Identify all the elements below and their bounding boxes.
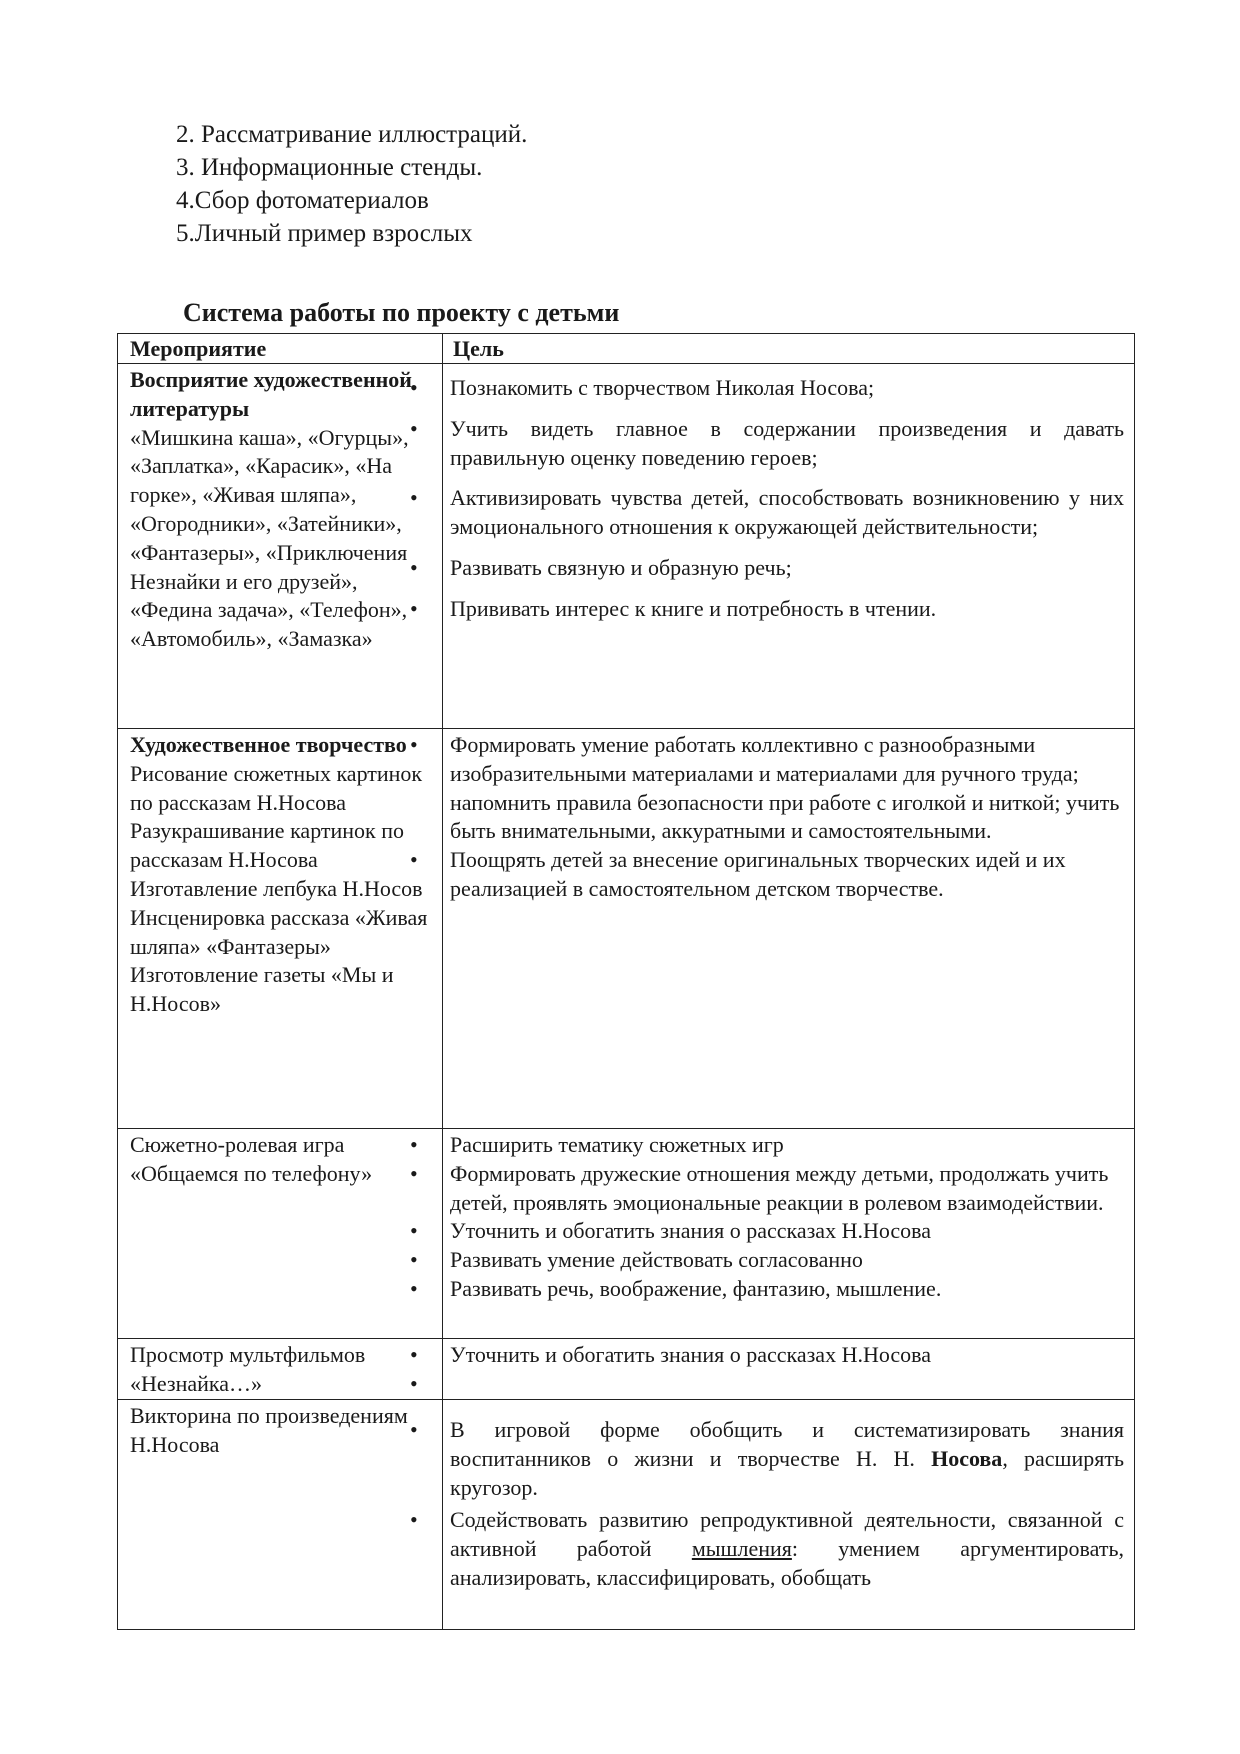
goal-item: • Формировать дружеские отношения между детьми, продолжать учить детей, проявлять эмоциональные реакции в ролевом взаимодействии.: [410, 1160, 1109, 1215]
goal-list: [410, 1341, 1124, 1399]
table-row: [118, 1400, 1135, 1630]
bullet-icon: •: [410, 375, 418, 400]
table-row: [118, 1339, 1135, 1400]
goal-list: [410, 1131, 1124, 1304]
header-event: Мероприятие: [118, 334, 443, 364]
event-line: Инсценировка рассказа «Живая шляпа» «Фантазеры»: [130, 904, 428, 959]
bullet-icon: •: [410, 415, 418, 441]
intro-list: [176, 118, 527, 250]
goal-item: • Формировать умение работать коллективно с разнообразными изобразительными материалами и материалами для ручного труда; напомнить правила безопасности при работе с иголкой и ниткой; учить быть внимательными, аккуратными и самостоятельными.: [410, 732, 1120, 844]
goal-item: • Прививать интерес к книге и потребность в чтении.: [38, 595, 1124, 624]
goal-cell: [410, 1339, 1135, 1400]
intro-list-item: 2. Рассматривание иллюстраций.: [176, 121, 528, 148]
event-line: Изготавление лепбука Н.Носов: [130, 875, 423, 901]
goal-item: • Активизировать чувства детей, способствовать возникновению у них эмоционального отношения к окружающей действительности;: [410, 485, 1124, 540]
bullet-icon: •: [410, 1132, 418, 1157]
project-work-table: [117, 333, 1135, 1630]
bullet-icon: •: [410, 1275, 418, 1301]
goal-item: • Уточнить и обогатить знания о рассказах Н.Носова: [38, 1217, 1124, 1246]
goal-item: [38, 1370, 1124, 1399]
table-row: [118, 364, 1135, 729]
table-row: [118, 1129, 1135, 1339]
goal-item: • Развивать речь, воображение, фантазию, мышление.: [38, 1275, 1124, 1304]
bullet-icon: •: [410, 1417, 418, 1442]
event-text: Просмотр мультфильмов «Незнайка…»: [130, 1342, 366, 1396]
event-text: «Мишкина каша», «Огурцы», «Заплатка», «Карасик», «На горке», «Живая шляпа», «Огородники», «Затейники», «Фантазеры», «Приключения Незнайки и его друзей», «Федина задача», «Телефон», «Автомобиль», «Замазка»: [130, 424, 409, 652]
event-heading: Восприятие художественной литературы: [130, 367, 412, 421]
bullet-icon: •: [410, 847, 418, 873]
goal-item: • Содействовать развитию репродуктивной деятельности, связанной с активной работой мышления: умением аргументировать, анализировать, классифицировать, обобщать: [410, 1507, 1124, 1590]
bullet-icon: •: [410, 554, 418, 580]
event-text: Викторина по произведениям Н.Носова: [130, 1403, 408, 1457]
bullet-icon: •: [410, 1342, 418, 1367]
bullet-icon: •: [410, 1160, 418, 1186]
event-line: Рисование сюжетных картинок по рассказам Н.Носова: [130, 760, 423, 815]
table-header-row: [118, 334, 1135, 364]
event-heading: Художественное творчество: [130, 732, 407, 757]
intro-list-item: 4.Сбор фотоматериалов: [176, 187, 429, 214]
goal-cell: [410, 1129, 1135, 1339]
event-text: Сюжетно-ролевая игра «Общаемся по телефону»: [130, 1132, 373, 1186]
event-line: Изготовление газеты «Мы и Н.Носов»: [130, 962, 394, 1017]
goal-cell: [410, 364, 1135, 729]
goal-cell: [410, 729, 1135, 1129]
bullet-icon: •: [410, 732, 418, 757]
goal-list: [410, 1416, 1124, 1593]
goal-item: • В игровой форме обобщить и систематизировать знания воспитанников о жизни и творчестве Н. Н. Носова, расширять кругозор.: [410, 1417, 1124, 1500]
intro-list-item: 3. Информационные стенды.: [176, 154, 483, 181]
intro-list-item: 5.Личный пример взрослых: [176, 220, 473, 247]
goal-item: • Уточнить и обогатить знания о рассказах Н.Носова: [38, 1341, 1124, 1370]
goal-item: • Развивать умение действовать согласованно: [38, 1246, 1124, 1275]
table-row: [118, 729, 1135, 1129]
bullet-icon: •: [410, 1507, 418, 1533]
bullet-icon: •: [410, 1247, 418, 1273]
goal-item: • Познакомить с творчеством Николая Носова;: [38, 374, 1124, 403]
bullet-icon: •: [410, 1218, 418, 1244]
section-title: Система работы по проекту с детьми: [183, 298, 620, 327]
goal-list: [410, 731, 1124, 904]
goal-item: • Поощрять детей за внесение оригинальных творческих идей и их реализацией в самостоятельном детском творчестве.: [410, 847, 1066, 901]
goal-item: • Расширить тематику сюжетных игр: [38, 1131, 1124, 1160]
goal-list: [410, 374, 1124, 624]
bullet-icon: •: [410, 485, 418, 511]
goal-cell: [410, 1400, 1135, 1630]
event-line: Разукрашивание картинок по рассказам Н.Носова: [130, 818, 405, 873]
header-goal: Цель: [443, 334, 1135, 364]
goal-item: • Развивать связную и образную речь;: [38, 554, 1124, 583]
bullet-icon: •: [410, 595, 418, 621]
goal-item: • Учить видеть главное в содержании произведения и давать правильную оценку поведению героев;: [410, 415, 1124, 470]
bullet-icon: •: [410, 1370, 418, 1396]
